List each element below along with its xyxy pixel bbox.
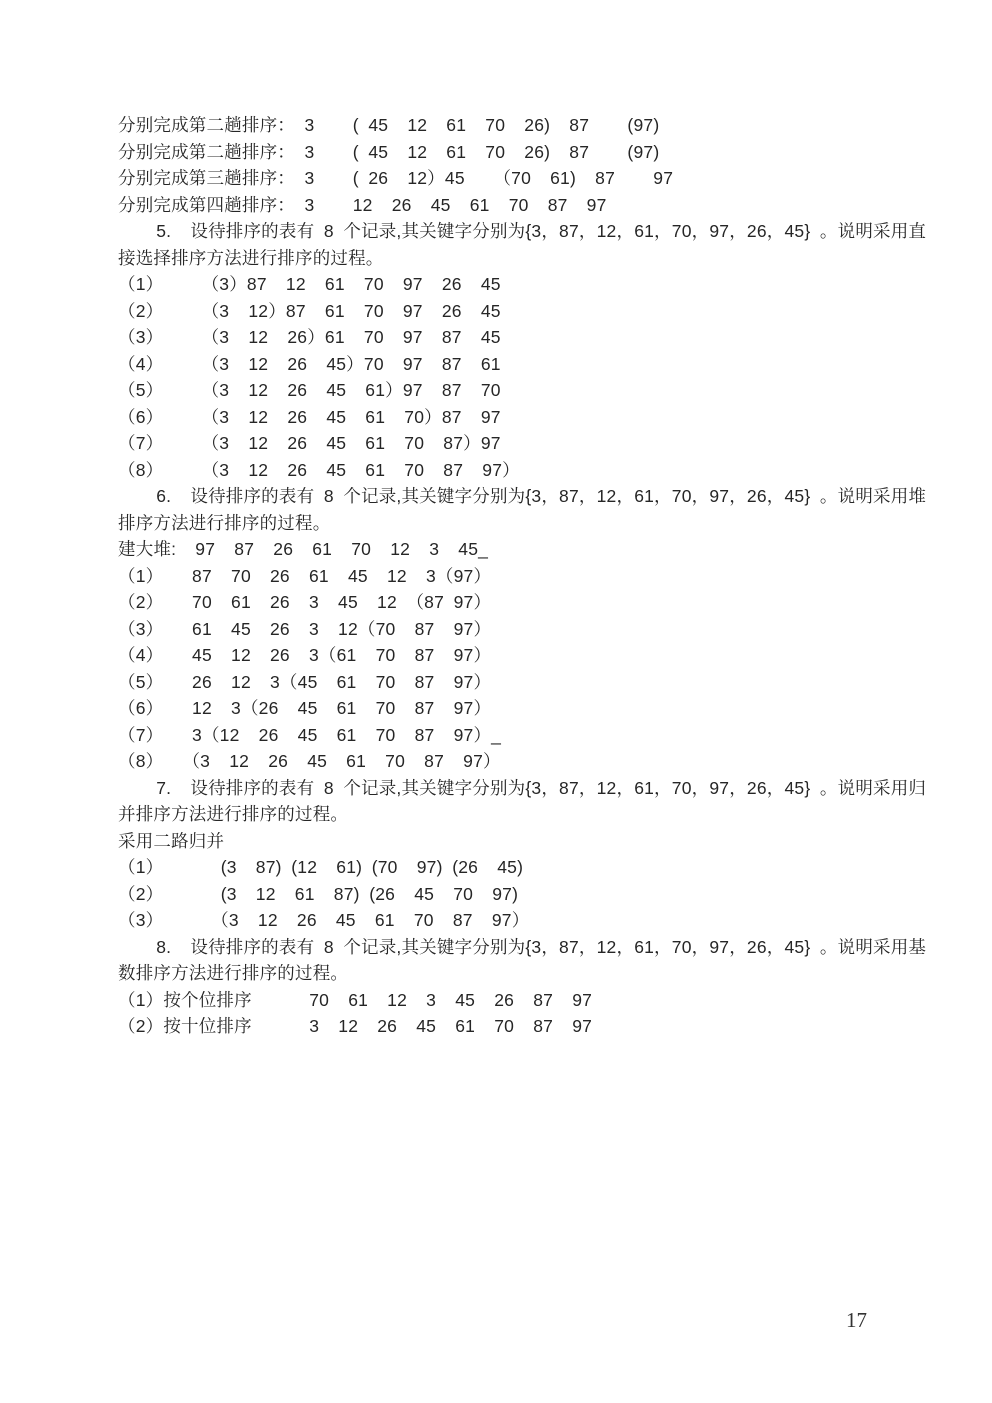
- question-7-step-line: （2） (3 12 61 87) (26 45 70 97): [118, 883, 519, 904]
- question-6-step-line: （8） （3 12 26 45 61 70 87 97）: [118, 751, 501, 771]
- sort-pass-line: 分别完成第二趟排序： 3 ( 45 12 61 70 26) 87 (97): [118, 141, 660, 162]
- merge-method-line: 采用二路归并: [118, 830, 225, 851]
- question-5-step-line: （2） （3 12）87 61 70 97 26 45: [118, 300, 501, 321]
- question-7-step-line: （1） (3 87) (12 61) (70 97) (26 45): [118, 857, 524, 877]
- question-6-heading-line-1: 6. 设待排序的表有 8 个记录,其关键字分别为{3，87，12，61，70，97，26，45} 。说明采用堆: [118, 486, 927, 506]
- question-8-heading-line-2: 数排序方法进行排序的过程。: [118, 963, 349, 983]
- question-7-heading-line-1: 7. 设待排序的表有 8 个记录,其关键字分别为{3，87，12，61，70，97，26，45} 。说明采用归: [118, 777, 927, 798]
- question-6-step-line: （7） 3（12 26 45 61 70 87 97）_: [118, 724, 502, 745]
- question-6-step-line: （3） 61 45 26 3 12（70 87 97）: [118, 618, 492, 639]
- question-5-step-line: （5） （3 12 26 45 61）97 87 70: [118, 380, 501, 400]
- question-7-step-line: （3） （3 12 26 45 61 70 87 97）: [118, 910, 530, 930]
- question-6-step-line: （2） 70 61 26 3 45 12 （87 97）: [118, 592, 492, 612]
- sort-pass-line: 分别完成第三趟排序： 3 ( 26 12）45 （70 61) 87 97: [118, 168, 674, 188]
- question-8-heading-line-1: 8. 设待排序的表有 8 个记录,其关键字分别为{3，87，12，61，70，97，26，45} 。说明采用基: [118, 936, 927, 957]
- question-6-step-line: （1） 87 70 26 61 45 12 3（97）: [118, 565, 492, 586]
- sort-pass-line: 分别完成第二趟排序： 3 ( 45 12 61 70 26) 87 (97): [118, 115, 660, 135]
- page-number: 17: [846, 1308, 867, 1332]
- question-5-step-line: （7） （3 12 26 45 61 70 87）97: [118, 433, 501, 453]
- question-8-step-line: （2）按十位排序 3 12 26 45 61 70 87 97: [118, 1016, 593, 1036]
- question-5-step-line: （6） （3 12 26 45 61 70）87 97: [118, 406, 501, 427]
- question-5-heading-line-2: 接选择排序方法进行排序的过程。: [118, 247, 384, 268]
- question-5-step-line: （3） （3 12 26）61 70 97 87 45: [118, 327, 501, 347]
- question-6-step-line: （5） 26 12 3（45 61 70 87 97）: [118, 671, 492, 692]
- question-5-heading-line-1: 5. 设待排序的表有 8 个记录,其关键字分别为{3，87，12，61，70，97，26，45} 。说明采用直: [118, 221, 927, 241]
- build-heap-line: 建大堆: 97 87 26 61 70 12 3 45_: [118, 539, 489, 559]
- question-5-step-line: （4） （3 12 26 45）70 97 87 61: [118, 353, 501, 374]
- document-content: [118, 112, 927, 1040]
- question-6-step-line: （6） 12 3（26 45 61 70 87 97）: [118, 698, 492, 718]
- question-5-step-line: （8） （3 12 26 45 61 70 87 97）: [118, 459, 520, 480]
- question-5-step-line: （1） （3）87 12 61 70 97 26 45: [118, 274, 501, 294]
- question-7-heading-line-2: 并排序方法进行排序的过程。: [118, 804, 349, 824]
- question-8-step-line: （1）按个位排序 70 61 12 3 45 26 87 97: [118, 989, 593, 1010]
- sort-pass-line: 分别完成第四趟排序： 3 12 26 45 61 70 87 97: [118, 194, 607, 215]
- question-6-heading-line-2: 排序方法进行排序的过程。: [118, 512, 331, 533]
- question-6-step-line: （4） 45 12 26 3（61 70 87 97）: [118, 645, 492, 665]
